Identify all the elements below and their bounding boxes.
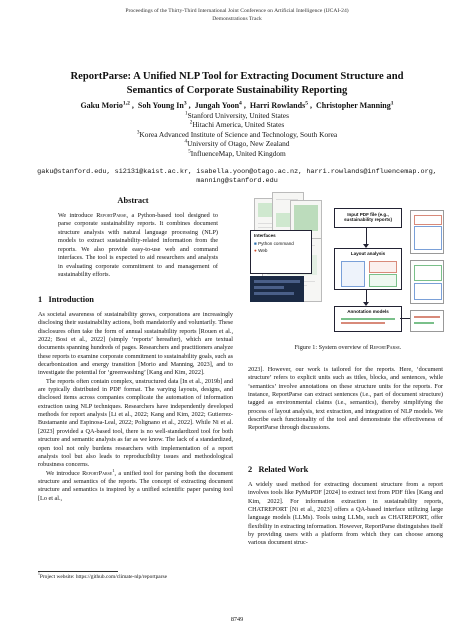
affiliation: $^3$Korea Advanced Institute of Science and Technology, South Korea	[136, 129, 338, 139]
abstract-text: We introduce ReportParse, a Python-based tool designed to parse corporate sustainability reports. It combines document structure analysis with natural language processing (NLP) models to extract sustainability-related information from the reports. We also provide easy-to-use web and command interfaces. The tool is expected to aid researchers and analysts in evaluating corporate commitment to and management of sustainability efforts.	[58, 212, 218, 279]
proceedings-header	[0, 8, 474, 23]
python-command-item: ■ Python command	[254, 241, 294, 246]
author: Harri Rowlands$^5$	[249, 100, 308, 110]
proceedings-line: Proceedings of the Thirty-Third International Joint Conference on Artificial Intelligence (IJCAI-24)	[125, 8, 349, 14]
interfaces-label: Interfaces	[254, 233, 276, 238]
author: Soh Young In$^3$	[137, 100, 187, 110]
track-line: Demonstrations Track	[212, 15, 262, 22]
input-pdf-box: Input PDF file (e.g., sustainability reports)	[334, 208, 402, 228]
abstract-heading: Abstract	[117, 196, 149, 205]
tool-name: ReportParse	[96, 212, 127, 219]
parsed-page-thumbnail	[410, 210, 444, 254]
affiliation: $^1$Stanford University, United States	[185, 110, 289, 120]
footnote: $^1$Project website: https://github.com/climate-nlp/reportparse	[38, 572, 167, 580]
paragraph: As societal awareness of sustainability grows, corporations are increasingly disclosing their sustainability actions, both mandatorily and voluntarily. These disclosures often take the form of annual sustainability reports [Rouen et al., 2022; Bosi et al., 2022] (simply ‘reports’ hereafter), which are textual documents spanning hundreds of pages. Researchers and practitioners analyze these reports to examine corporate commitment to sustainability goals, such as decarbonization and energy transition [Morio and Manning, 2023], and to investigate the potential for ‘greenwashing’ [Kang and Kim, 2022].	[38, 311, 233, 377]
introduction-body	[38, 311, 233, 503]
affiliation: $^4$University of Otago, New Zealand	[184, 138, 290, 149]
author: Christopher Manning$^1$	[315, 100, 394, 110]
interfaces-box	[250, 230, 312, 274]
section-heading-introduction: 1 Introduction	[38, 295, 94, 304]
email-list	[20, 168, 454, 185]
layout-analysis-box: Layout analysis	[334, 248, 402, 290]
email-line-2: manning@stanford.edu	[196, 176, 278, 185]
web-icon: ●	[254, 248, 257, 253]
annotated-output-thumbnail	[410, 310, 444, 332]
email-line-1: gaku@stanford.edu, si2131@kaist.ac.kr, isabella.yoon@otago.ac.nz, harri.rowlands@influencemap.org,	[37, 168, 437, 176]
title-line-1: ReportParse: A Unified NLP Tool for Extracting Document Structure and	[70, 71, 404, 82]
affiliation: $^5$InfluenceMap, United Kingdom	[188, 148, 286, 158]
section-heading-related-work: 2 Related Work	[248, 465, 309, 474]
paragraph: We introduce ReportParse$^1$, a unified tool for parsing both the document structure and semantics of the reports. The concept of extracting document structure and semantics is inspired by a unified scientific paper parsing tool [Lo et al.,	[38, 467, 233, 502]
author-list: Gaku Morio$^{1,2}$ , Soh Young In$^3$ , Jungah Yoon$^4$ , Harri Rowlands$^5$ , Christopher Manning$^1$	[80, 100, 394, 110]
affiliation-list	[20, 111, 454, 158]
system-overview-figure	[248, 190, 448, 340]
author: Gaku Morio$^{1,2}$	[80, 100, 130, 110]
footnote-rule	[38, 571, 118, 572]
web-item: ● Web	[254, 248, 268, 253]
related-work-body: A widely used method for extracting document structure from a report involves tools like PyMuPDF [2024] to extract text from PDF files [Kang and Kim, 2022]. For information extraction in sustainability reports, CHATREPORT [Ni et al., 2023] offers a QA-based interface utilizing large language models (LLMs). Tools using LLMs, such as CHATREPORT, offer flexibility in extracting information. However, ReportParse distinguishes itself by providing users with a platform from which they can choose among various document struc-	[248, 481, 443, 547]
python-icon: ■	[254, 241, 257, 246]
paper-title	[40, 70, 434, 97]
author: Jungah Yoon$^4$	[194, 100, 242, 110]
parsed-page-thumbnail	[410, 260, 444, 304]
web-ui-screenshot	[250, 276, 304, 302]
right-column-paragraph: 2023]. However, our work is tailored for the reports. Here, ‘document structure’ refers to explicit units such as titles, blocks, and sentences, while ‘semantics’ involve annotations on these structure units for the reports. For instance, ReportParse can extract sentences (i.e., part of document structure) tagged as environmental claims (i.e., semantics), thereby simplifying the process of layout analysis, text extraction, and integration of NLP models. We describe each functionality of the tool and demonstrate the effectiveness of ReportParse through discussions.	[248, 366, 443, 432]
title-line-2: Semantics of Corporate Sustainability Reporting	[126, 84, 348, 96]
annotation-models-box: Annotation models	[334, 306, 402, 332]
page-number: 8749	[230, 616, 244, 623]
affiliation: $^2$Hitachi America, United States	[189, 119, 285, 130]
paragraph: The reports often contain complex, unstructured data [In et al., 2019b] and are typically distributed in PDF format. The varying layouts, designs, and disclosed items across companies complicate the automation of information extraction using NLP techniques. Researchers have independently developed methods for report analysis [Li et al., 2022; Kang and Kim, 2022; Gutierrez-Bustamante and Espinosa-Leal, 2022; Polignano et al., 2022]. While Ni et al. [2023] provided a QA-based tool, there is no well-standardized tool for both structure and semantic analysis as far as we know. The lack of a standardized, open tool not only burdens researchers with implementation of a report analysis tool but also leads to reproducibility issues and methodological robustness concerns.	[38, 377, 233, 469]
figure-caption: Figure 1: System overview of ReportParse.	[294, 344, 402, 351]
